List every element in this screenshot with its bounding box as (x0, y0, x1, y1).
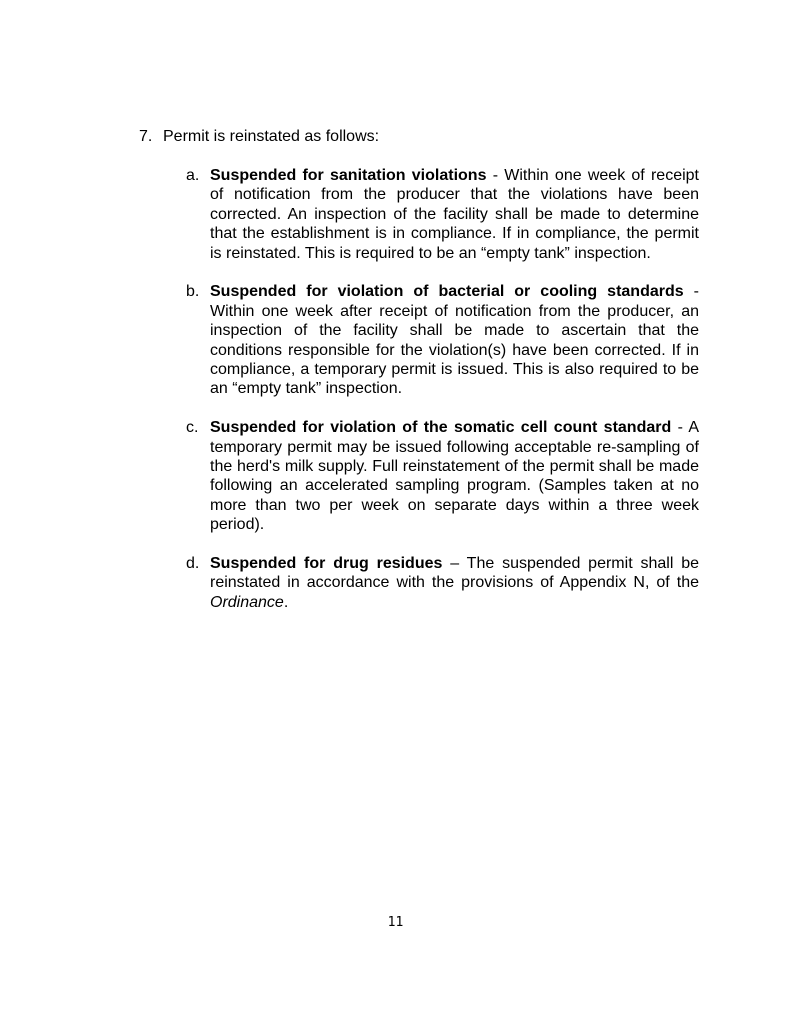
sub-item-separator: - (683, 283, 699, 301)
sub-item-separator: – (442, 555, 467, 573)
sub-item-a (186, 166, 699, 263)
sub-list (186, 166, 699, 632)
sub-item-text (210, 418, 699, 534)
sub-item-body: A temporary permit may be issued following acceptable re-sampling of the herd's milk supply. Full reinstatement of the permit shall be made following an accelerated sampling program. (Samples taken at no more than two per week on separate days within a three week period). (210, 419, 699, 534)
sub-item-heading: Suspended for violation of bacterial or cooling standards (210, 283, 684, 301)
sub-item-heading: Suspended for violation of the somatic cell count standard (210, 419, 672, 437)
sub-item-d (186, 554, 699, 612)
sub-item-text (210, 554, 699, 612)
sub-item-heading: Suspended for drug residues (210, 555, 443, 573)
sub-item-body: The suspended permit shall be reinstated in accordance with the provisions of Appendix N, of the (210, 555, 699, 592)
ordinance-reference: Ordinance (210, 593, 284, 611)
sub-item-letter: b. (186, 283, 200, 301)
sub-item-c (186, 418, 699, 534)
sub-item-b (186, 282, 699, 398)
list-item-7 (139, 127, 699, 147)
sub-item-letter: c. (186, 419, 199, 437)
sub-item-body: Within one week after receipt of notification from the producer, an inspection of the facility shall be made to ascertain that the conditions responsible for the violation(s) have been corrected. If in compliance, a temporary permit is issued. This is also required to be an “empty tank” inspection. (210, 302, 699, 398)
item-text: Permit is reinstated as follows: (163, 128, 380, 145)
page-number: 11 (387, 915, 404, 930)
sub-item-separator: - (671, 419, 689, 437)
sub-item-body: Within one week of receipt of notification from the producer that the violations have been corrected. An inspection of the facility shall be made to determine that the establishment is in compliance. If in compliance, the permit is reinstated. This is required to be an “empty tank” inspection. (210, 167, 700, 262)
sub-item-letter: a. (186, 167, 200, 184)
sub-item-text (210, 166, 699, 263)
sub-item-tail: . (283, 593, 289, 611)
sub-item-text (210, 282, 699, 398)
item-number: 7. (139, 128, 153, 145)
sub-item-heading: Suspended for sanitation violations (210, 167, 487, 184)
sub-item-letter: d. (186, 555, 200, 573)
sub-item-separator: - (486, 167, 505, 184)
